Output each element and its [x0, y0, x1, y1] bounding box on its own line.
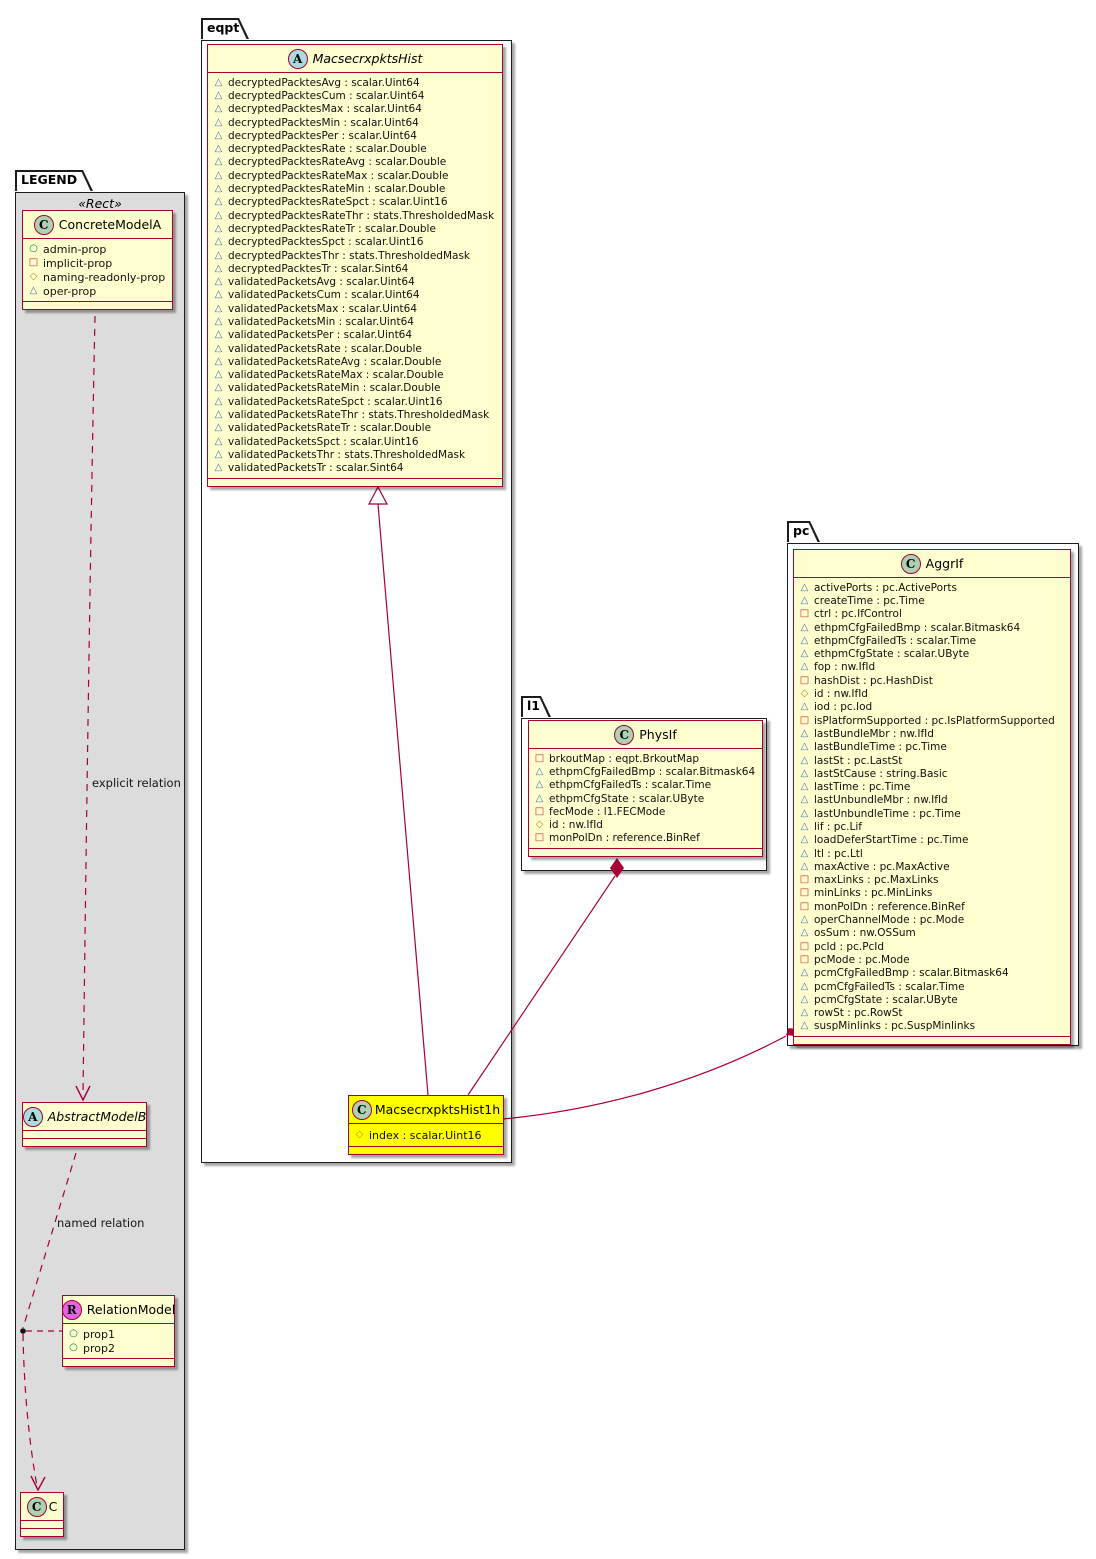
attribute-text: implicit-prop [43, 256, 113, 270]
oper-prop-icon: △ [214, 342, 223, 354]
attribute-row [794, 621, 1070, 634]
methods-compartment [23, 301, 172, 309]
oper-prop-icon: △ [29, 285, 38, 296]
package-tab-eqpt[interactable] [201, 18, 249, 39]
attribute-text: decryptedPacktesAvg : scalar.Uint64 [228, 76, 420, 89]
attribute-row [794, 767, 1070, 780]
attribute-row [23, 284, 172, 298]
class-abstractmodelb[interactable] [22, 1102, 147, 1147]
attribute-text: decryptedPacktesMin : scalar.Uint64 [228, 116, 419, 129]
attributes-compartment [63, 1324, 174, 1358]
named-relation-label: named relation [57, 1216, 145, 1230]
oper-prop-icon: △ [535, 779, 544, 791]
attribute-text: validatedPacketsRate : scalar.Double [228, 342, 422, 355]
class-name: AbstractModelB [47, 1109, 147, 1124]
package-tab-label: pc [793, 523, 810, 538]
attribute-text: maxLinks : pc.MaxLinks [814, 874, 939, 887]
class-name: C [48, 1499, 58, 1514]
implicit-prop-icon: □ [28, 257, 39, 268]
attribute-row [794, 1020, 1070, 1033]
implicit-prop-icon: □ [534, 805, 545, 817]
attribute-row [23, 242, 172, 256]
attribute-row [794, 953, 1070, 966]
attribute-row [208, 329, 502, 342]
attribute-row [208, 89, 502, 102]
attribute-text: validatedPacketsTr : scalar.Sint64 [228, 462, 404, 475]
oper-prop-icon: △ [800, 860, 809, 872]
oper-prop-icon: △ [800, 648, 809, 660]
attribute-row [794, 581, 1070, 594]
attribute-row [529, 818, 762, 831]
oper-prop-icon: △ [800, 661, 809, 673]
attribute-row [794, 980, 1070, 993]
attributes-compartment [529, 749, 762, 848]
attribute-row [794, 874, 1070, 887]
attribute-row [208, 462, 502, 475]
attribute-text: lastUnbundleMbr : nw.IfId [814, 794, 948, 807]
attribute-text: decryptedPacktesRateMin : scalar.Double [228, 183, 446, 196]
oper-prop-icon: △ [800, 834, 809, 846]
oper-prop-icon: △ [800, 820, 809, 832]
attribute-row [208, 275, 502, 288]
class-physif[interactable] [528, 720, 763, 857]
attribute-text: ethpmCfgFailedBmp : scalar.Bitmask64 [814, 621, 1021, 634]
attribute-text: decryptedPacktesPer : scalar.Uint64 [228, 129, 417, 142]
attribute-text: admin-prop [43, 242, 107, 256]
class-letter-icon: C [27, 1497, 47, 1517]
oper-prop-icon: △ [214, 289, 223, 301]
attribute-text: decryptedPacktesTr : scalar.Sint64 [228, 262, 409, 275]
class-macsecrxpktshist1h[interactable] [348, 1095, 504, 1155]
package-tab-label: l1 [527, 698, 540, 713]
attribute-row [794, 741, 1070, 754]
attribute-row [208, 222, 502, 235]
attribute-row [208, 302, 502, 315]
oper-prop-icon: △ [800, 927, 809, 939]
attribute-text: lastBundleMbr : nw.IfId [814, 727, 934, 740]
attribute-text: monPolDn : reference.BinRef [814, 900, 965, 913]
class-c[interactable] [20, 1492, 64, 1537]
attribute-row [208, 169, 502, 182]
attribute-row [794, 807, 1070, 820]
class-name: PhysIf [639, 727, 677, 742]
attribute-text: ethpmCfgFailedTs : scalar.Time [549, 779, 712, 792]
attribute-row [349, 1127, 503, 1143]
attribute-text: validatedPacketsCum : scalar.Uint64 [228, 289, 420, 302]
attributes-compartment [208, 73, 502, 478]
oper-prop-icon: △ [214, 183, 223, 195]
attribute-text: minLinks : pc.MinLinks [814, 887, 933, 900]
class-title [349, 1096, 503, 1124]
attribute-text: ethpmCfgFailedBmp : scalar.Bitmask64 [549, 765, 756, 778]
attribute-row [208, 76, 502, 89]
attribute-text: pcId : pc.PcId [814, 940, 885, 953]
attribute-row [208, 355, 502, 368]
class-name: MacsecrxpktsHist1h [374, 1102, 501, 1117]
package-tab-label: eqpt [207, 20, 240, 35]
attribute-row [63, 1341, 174, 1355]
class-concretemodela[interactable] [22, 210, 173, 310]
attribute-row [794, 780, 1070, 793]
oper-prop-icon: △ [800, 1007, 809, 1019]
attribute-text: naming-readonly-prop [43, 270, 166, 284]
oper-prop-icon: △ [800, 967, 809, 979]
implicit-prop-icon: □ [799, 940, 810, 952]
attribute-text: validatedPacketsMax : scalar.Uint64 [228, 302, 418, 315]
attribute-row [794, 647, 1070, 660]
attribute-text: validatedPacketsRateMax : scalar.Double [228, 369, 444, 382]
naming-readonly-prop-icon: ◇ [29, 271, 38, 282]
attribute-text: decryptedPacktesSpct : scalar.Uint16 [228, 236, 424, 249]
attribute-text: decryptedPacktesMax : scalar.Uint64 [228, 103, 422, 116]
attribute-text: pcmCfgFailedTs : scalar.Time [814, 980, 965, 993]
class-title [23, 211, 172, 239]
attribute-row [208, 182, 502, 195]
attribute-row [794, 701, 1070, 714]
attribute-text: prop1 [83, 1327, 115, 1341]
class-letter-icon: C [901, 554, 921, 574]
attribute-row [794, 661, 1070, 674]
stereotype-rect: «Rect» [78, 196, 122, 211]
attribute-row [208, 422, 502, 435]
oper-prop-icon: △ [214, 76, 223, 88]
class-letter-icon: C [34, 215, 54, 235]
attribute-text: lastTime : pc.Time [814, 781, 911, 794]
abstract-class-letter-icon: A [288, 49, 308, 69]
oper-prop-icon: △ [800, 807, 809, 819]
attribute-row [794, 940, 1070, 953]
methods-compartment [349, 1146, 503, 1154]
oper-prop-icon: △ [214, 409, 223, 421]
attribute-row [208, 342, 502, 355]
attribute-row [208, 262, 502, 275]
naming-readonly-prop-icon: ◇ [535, 819, 544, 831]
attribute-row [208, 408, 502, 421]
oper-prop-icon: △ [214, 435, 223, 447]
attribute-text: brkoutMap : eqpt.BrkoutMap [549, 752, 700, 765]
attribute-text: validatedPacketsRateThr : stats.ThresholdedMask [228, 409, 490, 422]
oper-prop-icon: △ [214, 262, 223, 274]
methods-compartment [529, 848, 762, 856]
oper-prop-icon: △ [214, 302, 223, 314]
oper-prop-icon: △ [214, 156, 223, 168]
attribute-text: fecMode : l1.FECMode [549, 805, 666, 818]
attribute-row [794, 687, 1070, 700]
attribute-text: decryptedPacktesRateAvg : scalar.Double [228, 156, 447, 169]
attribute-row [794, 674, 1070, 687]
attribute-text: isPlatformSupported : pc.IsPlatformSupported [814, 714, 1055, 727]
attribute-row [208, 129, 502, 142]
oper-prop-icon: △ [800, 741, 809, 753]
naming-readonly-prop-icon: ◇ [800, 688, 809, 700]
oper-prop-icon: △ [800, 993, 809, 1005]
attribute-row [794, 608, 1070, 621]
class-title [794, 550, 1070, 578]
attribute-row [794, 714, 1070, 727]
attribute-text: pcmCfgState : scalar.UByte [814, 993, 958, 1006]
class-title [23, 1103, 146, 1131]
class-relationmodel[interactable] [62, 1295, 175, 1367]
attribute-text: monPolDn : reference.BinRef [549, 832, 700, 845]
attributes-compartment [794, 578, 1070, 1036]
attribute-text: prop2 [83, 1341, 115, 1355]
attribute-text: validatedPacketsRateAvg : scalar.Double [228, 355, 442, 368]
oper-prop-icon: △ [800, 847, 809, 859]
attribute-text: ltl : pc.Ltl [814, 847, 863, 860]
attribute-text: decryptedPacktesCum : scalar.Uint64 [228, 89, 425, 102]
naming-readonly-prop-icon: ◇ [355, 1129, 364, 1140]
attribute-row [208, 315, 502, 328]
attribute-row [208, 289, 502, 302]
attribute-text: maxActive : pc.MaxActive [814, 860, 950, 873]
oper-prop-icon: △ [214, 422, 223, 434]
class-name: ConcreteModelA [58, 217, 162, 232]
attribute-text: id : nw.IfId [814, 688, 868, 701]
attribute-text: validatedPacketsPer : scalar.Uint64 [228, 329, 413, 342]
oper-prop-icon: △ [214, 355, 223, 367]
attributes-compartment [23, 1131, 146, 1138]
oper-prop-icon: △ [800, 581, 809, 593]
composition-line-aggrif [503, 1036, 786, 1119]
admin-prop-icon: ○ [29, 243, 38, 254]
oper-prop-icon: △ [800, 701, 809, 713]
attribute-text: hashDist : pc.HashDist [814, 674, 933, 687]
oper-prop-icon: △ [214, 143, 223, 155]
class-name: RelationModel [86, 1302, 176, 1317]
oper-prop-icon: △ [214, 249, 223, 261]
attribute-row [208, 448, 502, 461]
methods-compartment [21, 1528, 63, 1536]
oper-prop-icon: △ [214, 369, 223, 381]
attribute-row [794, 634, 1070, 647]
attribute-row [794, 847, 1070, 860]
oper-prop-icon: △ [800, 980, 809, 992]
implicit-prop-icon: □ [799, 714, 810, 726]
attribute-row [794, 820, 1070, 833]
attribute-text: decryptedPacktesRateTr : scalar.Double [228, 222, 436, 235]
attribute-row [794, 594, 1070, 607]
class-letter-icon: C [352, 1100, 372, 1120]
attribute-text: id : nw.IfId [549, 819, 603, 832]
oper-prop-icon: △ [214, 329, 223, 341]
attribute-row [529, 765, 762, 778]
attribute-text: operChannelMode : pc.Mode [814, 914, 965, 927]
attribute-row [208, 209, 502, 222]
attribute-row [529, 752, 762, 765]
attribute-text: lastStCause : string.Basic [814, 767, 948, 780]
implicit-prop-icon: □ [534, 752, 545, 764]
class-macsecrxpktshist[interactable] [207, 44, 503, 487]
attribute-row [23, 256, 172, 270]
attribute-row [23, 270, 172, 284]
attribute-text: rowSt : pc.RowSt [814, 1007, 903, 1020]
oper-prop-icon: △ [214, 315, 223, 327]
oper-prop-icon: △ [214, 395, 223, 407]
attribute-text: decryptedPacktesThr : stats.ThresholdedMask [228, 249, 470, 262]
package-tab-label: LEGEND [21, 172, 78, 187]
attribute-row [794, 860, 1070, 873]
methods-compartment [63, 1358, 174, 1366]
admin-prop-icon: ○ [69, 1328, 78, 1339]
class-title [63, 1296, 174, 1324]
oper-prop-icon: △ [800, 767, 809, 779]
attribute-text: lastSt : pc.LastSt [814, 754, 903, 767]
attributes-compartment [349, 1124, 503, 1146]
implicit-prop-icon: □ [534, 832, 545, 844]
oper-prop-icon: △ [214, 169, 223, 181]
attribute-text: ctrl : pc.IfControl [814, 608, 902, 621]
class-title [21, 1493, 63, 1521]
attribute-row [208, 196, 502, 209]
implicit-prop-icon: □ [799, 900, 810, 912]
oper-prop-icon: △ [800, 914, 809, 926]
attribute-row [63, 1327, 174, 1341]
attribute-text: osSum : nw.OSSum [814, 927, 916, 940]
attribute-text: oper-prop [43, 284, 97, 298]
oper-prop-icon: △ [214, 382, 223, 394]
attribute-text: decryptedPacktesRateMax : scalar.Double [228, 169, 449, 182]
oper-prop-icon: △ [214, 116, 223, 128]
attribute-text: lif : pc.Lif [814, 820, 862, 833]
attribute-row [208, 369, 502, 382]
oper-prop-icon: △ [214, 448, 223, 460]
implicit-prop-icon: □ [799, 874, 810, 886]
oper-prop-icon: △ [800, 794, 809, 806]
attribute-text: pcMode : pc.Mode [814, 953, 910, 966]
oper-prop-icon: △ [214, 89, 223, 101]
attribute-text: loadDeferStartTime : pc.Time [814, 834, 969, 847]
implicit-prop-icon: □ [799, 608, 810, 620]
relation-class-letter-icon: R [62, 1300, 82, 1320]
attribute-row [208, 236, 502, 249]
attribute-row [794, 967, 1070, 980]
attribute-text: decryptedPacktesRateSpct : scalar.Uint16 [228, 196, 448, 209]
attribute-row [529, 832, 762, 845]
attributes-compartment [21, 1521, 63, 1528]
attribute-text: validatedPacketsSpct : scalar.Uint16 [228, 435, 419, 448]
attribute-text: suspMinlinks : pc.SuspMinlinks [814, 1020, 976, 1033]
oper-prop-icon: △ [214, 196, 223, 208]
package-tab-l1[interactable] [521, 696, 551, 717]
attribute-text: pcmCfgFailedBmp : scalar.Bitmask64 [814, 967, 1009, 980]
attribute-text: index : scalar.Uint16 [369, 1128, 482, 1142]
attribute-row [208, 142, 502, 155]
attribute-row [794, 1007, 1070, 1020]
explicit-relation-label: explicit relation [92, 776, 181, 790]
class-name: AggrIf [925, 556, 964, 571]
attribute-row [208, 395, 502, 408]
abstract-class-letter-icon: A [23, 1107, 43, 1127]
implicit-prop-icon: □ [799, 674, 810, 686]
class-name: MacsecrxpktsHist [312, 51, 423, 66]
attribute-text: createTime : pc.Time [814, 594, 925, 607]
class-letter-icon: C [614, 725, 634, 745]
oper-prop-icon: △ [800, 754, 809, 766]
attribute-text: ethpmCfgFailedTs : scalar.Time [814, 634, 977, 647]
attribute-row [794, 913, 1070, 926]
methods-compartment [794, 1036, 1070, 1044]
attribute-text: decryptedPacktesRate : scalar.Double [228, 143, 427, 156]
attribute-text: validatedPacketsThr : stats.ThresholdedMask [228, 448, 466, 461]
methods-compartment [208, 478, 502, 486]
attribute-row [794, 794, 1070, 807]
attribute-row [794, 727, 1070, 740]
attribute-row [208, 103, 502, 116]
oper-prop-icon: △ [800, 634, 809, 646]
oper-prop-icon: △ [214, 129, 223, 141]
oper-prop-icon: △ [535, 792, 544, 804]
attribute-text: ethpmCfgState : scalar.UByte [549, 792, 705, 805]
oper-prop-icon: △ [800, 621, 809, 633]
attribute-row [208, 249, 502, 262]
package-tab-legend[interactable] [15, 170, 93, 191]
attribute-row [208, 156, 502, 169]
attribute-text: validatedPacketsRateMin : scalar.Double [228, 382, 441, 395]
package-tab-pc[interactable] [787, 521, 820, 542]
oper-prop-icon: △ [214, 103, 223, 115]
attribute-row [208, 435, 502, 448]
attribute-row [529, 779, 762, 792]
admin-prop-icon: ○ [69, 1342, 78, 1353]
oper-prop-icon: △ [214, 276, 223, 288]
oper-prop-icon: △ [214, 462, 223, 474]
class-title [208, 45, 502, 73]
attribute-text: lastUnbundleTime : pc.Time [814, 807, 961, 820]
oper-prop-icon: △ [800, 727, 809, 739]
attribute-row [794, 993, 1070, 1006]
oper-prop-icon: △ [800, 594, 809, 606]
attribute-row [794, 927, 1070, 940]
attribute-row [794, 754, 1070, 767]
class-title [529, 721, 762, 749]
implicit-prop-icon: □ [799, 953, 810, 965]
attribute-text: decryptedPacktesRateThr : stats.ThresholdedMask [228, 209, 495, 222]
attribute-text: validatedPacketsAvg : scalar.Uint64 [228, 276, 415, 289]
attribute-text: iod : pc.Iod [814, 701, 873, 714]
oper-prop-icon: △ [214, 236, 223, 248]
attribute-text: activePorts : pc.ActivePorts [814, 581, 957, 594]
methods-compartment [23, 1138, 146, 1146]
attribute-row [208, 116, 502, 129]
attribute-text: validatedPacketsRateTr : scalar.Double [228, 422, 432, 435]
oper-prop-icon: △ [800, 781, 809, 793]
oper-prop-icon: △ [800, 1020, 809, 1032]
oper-prop-icon: △ [214, 222, 223, 234]
oper-prop-icon: △ [535, 765, 544, 777]
attribute-row [208, 382, 502, 395]
attribute-row [794, 834, 1070, 847]
attribute-row [529, 792, 762, 805]
attribute-text: validatedPacketsMin : scalar.Uint64 [228, 315, 414, 328]
attribute-row [529, 805, 762, 818]
attribute-text: fop : nw.IfId [814, 661, 876, 674]
attributes-compartment [23, 239, 172, 301]
attribute-text: ethpmCfgState : scalar.UByte [814, 648, 970, 661]
attribute-text: lastBundleTime : pc.Time [814, 741, 947, 754]
attribute-row [794, 900, 1070, 913]
attribute-row [794, 887, 1070, 900]
implicit-prop-icon: □ [799, 887, 810, 899]
class-aggrif[interactable] [793, 549, 1071, 1045]
attribute-text: validatedPacketsRateSpct : scalar.Uint16 [228, 395, 443, 408]
oper-prop-icon: △ [214, 209, 223, 221]
